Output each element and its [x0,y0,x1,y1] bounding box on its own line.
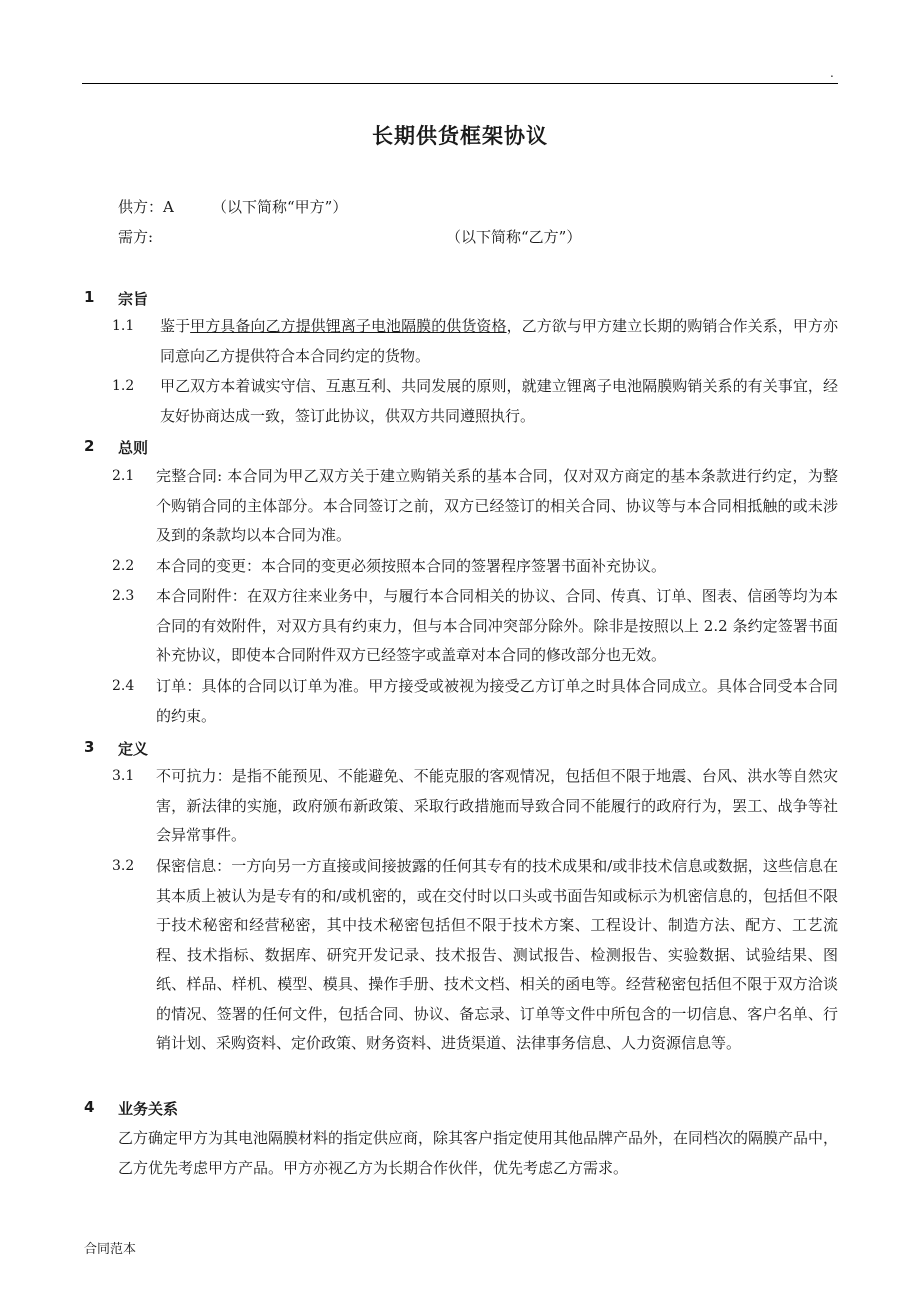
clause-number: 1.2 [112,378,135,394]
clause-text: 本合同的变更：本合同的变更必须按照本合同的签署程序签署书面补充协议。 [156,557,667,575]
header-mark: . [830,66,834,80]
clause-number: 2.3 [112,588,135,604]
section-title: 业务关系 [118,1100,179,1118]
footer-label: 合同范本 [84,1242,137,1257]
clause-number: 3.2 [112,858,135,874]
clause-text: 订单：具体的合同以订单为准。甲方接受或被视为接受乙方订单之时具体合同成立。具体合同受本合同的约束。 [156,677,838,725]
section-number: 1 [84,288,95,306]
header-rule [82,83,838,84]
section-title: 定义 [118,740,149,758]
clause-text: 完整合同: 本合同为甲乙双方关于建立购销关系的基本合同，仅对双方商定的基本条款进行约定，为整个购销合同的主体部分。本合同签订之前，双方已经签订的相关合同、协议等与本合同相抵触的或未涉及到的条款均以本合同为准。 [156,467,838,544]
clause-text-lead: 鉴于 [160,317,191,335]
clause-number: 1.1 [112,318,135,334]
clause-number: 2.4 [112,678,135,694]
clause-text: 甲乙双方本着诚实守信、互惠互利、共同发展的原则，就建立锂离子电池隔膜购销关系的有关事宜，经友好协商达成一致，签订此协议，供双方共同遵照执行。 [160,377,838,425]
supplier-label: 供方：A [118,198,174,216]
document-title: 长期供货框架协议 [372,124,548,148]
section-title: 总则 [118,439,149,457]
clause-text-rest: ，乙方欲与甲方建立长期的购销合作关系，甲方亦同意向乙方提供符合本合同约定的货物。 [160,317,838,365]
supplier-short-name: （以下简称“甲方”） [212,198,348,216]
clause-text-underlined: 甲方具备向乙方提供锂离子电池隔膜的供货资格 [190,317,507,335]
section-title: 宗旨 [118,290,149,308]
clause-text: 不可抗力：是指不能预见、不能避免、不能克服的客观情况，包括但不限于地震、台风、洪水等自然灾害，新法律的实施，政府颁布新政策、采取行政措施而导致合同不能履行的政府行为，罢工、战争等社会异常事件。 [156,767,838,844]
section-number: 3 [84,738,95,756]
clause-text: 保密信息：一方向另一方直接或间接披露的任何其专有的技术成果和/或非技术信息或数据，这些信息在其本质上被认为是专有的和/或机密的，或在交付时以口头或书面告知或标示为机密信息的，包括但不限于技术秘密和经营秘密，其中技术秘密包括但不限于技术方案、工程设计、制造方法、配方、工艺流程、技术指标、数据库、研究开发记录、技术报告、测试报告、检测报告、实验数据、试验结果、图纸、样品、样机、模型、模具、操作手册、技术文档、相关的函电等。经营秘密包括但不限于双方洽谈的情况、签署的任何文件，包括合同、协议、备忘录、订单等文件中所包含的一切信息、客户名单、行销计划、采购资料、定价政策、财务资料、进货渠道、法律事务信息、人力资源信息等。 [156,857,838,1052]
clause-number: 2.2 [112,558,135,574]
clause-number: 3.1 [112,768,135,784]
clause-number: 2.1 [112,468,135,484]
section-number: 2 [84,437,95,455]
section-number: 4 [84,1098,95,1116]
clause-text [160,312,838,371]
clause-text: 本合同附件：在双方往来业务中，与履行本合同相关的协议、合同、传真、订单、图表、信函等均为本合同的有效附件，对双方具有约束力，但与本合同冲突部分除外。除非是按照以上 2.2 条约定签署书面补充协议，即使本合同附件双方已经签字或盖章对本合同的修改部分也无效。 [156,587,838,664]
buyer-label: 需方: [118,228,154,246]
buyer-short-name: （以下简称“乙方”） [446,228,582,246]
section-paragraph: 乙方确定甲方为其电池隔膜材料的指定供应商，除其客户指定使用其他品牌产品外，在同档次的隔膜产品中，乙方优先考虑甲方产品。甲方亦视乙方为长期合作伙伴，优先考虑乙方需求。 [118,1129,839,1177]
